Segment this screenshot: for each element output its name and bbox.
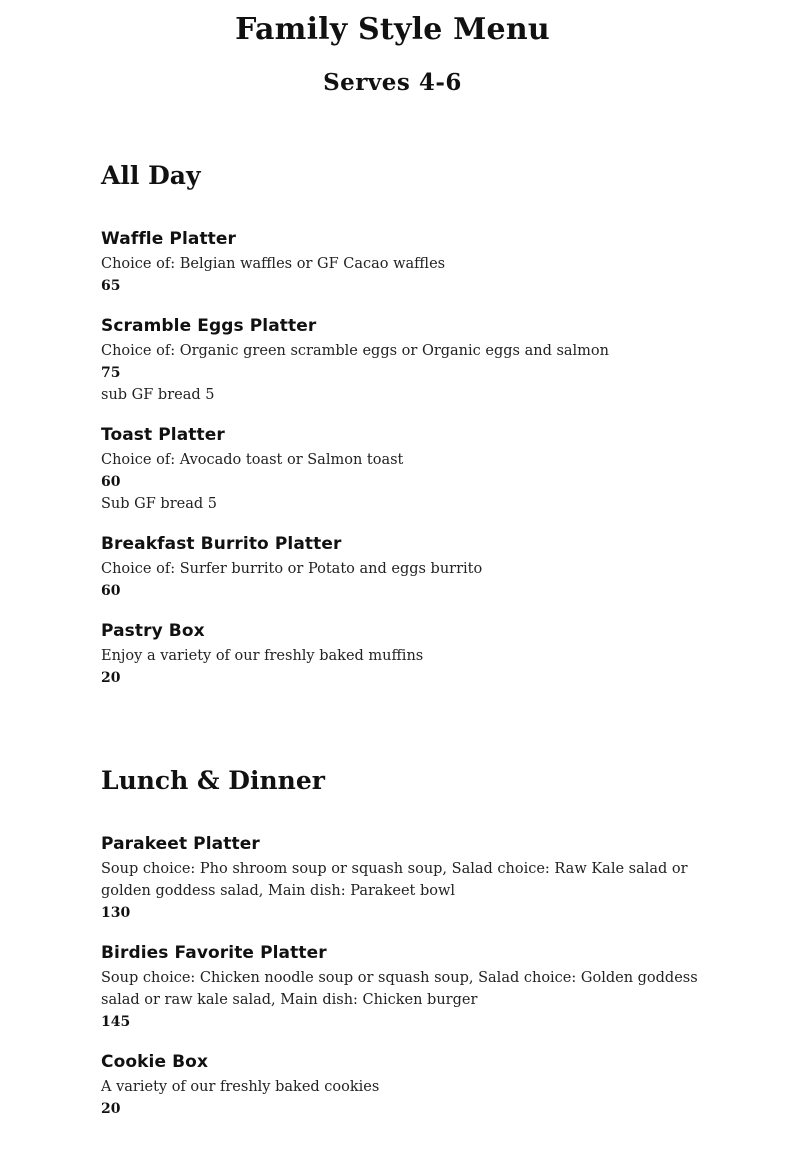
menu-subtitle: Serves 4-6 — [323, 69, 462, 96]
item-price: 130 — [101, 905, 131, 921]
item-description: Choice of: Avocado toast or Salmon toast — [101, 452, 404, 468]
item-price: 145 — [101, 1014, 131, 1030]
item-description: Choice of: Surfer burrito or Potato and eggs burrito — [101, 561, 483, 577]
item-name: Waffle Platter — [101, 229, 237, 249]
section-lunch-dinner — [101, 765, 701, 1145]
item-name: Birdies Favorite Platter — [101, 943, 327, 963]
menu-item-toast-platter — [101, 424, 701, 515]
item-name: Parakeet Platter — [101, 834, 260, 854]
item-name: Breakfast Burrito Platter — [101, 534, 342, 554]
item-description: Choice of: Belgian waffles or GF Cacao waffles — [101, 256, 446, 272]
section-heading: All Day — [101, 161, 201, 190]
menu-item-pastry-box — [101, 620, 701, 689]
item-description: Soup choice: Pho shroom soup or squash soup, Salad choice: Raw Kale salad or golden goddess salad, Main dish: Parakeet bowl — [101, 861, 688, 899]
item-note: Sub GF bread 5 — [101, 496, 217, 512]
item-price: 20 — [101, 670, 121, 686]
menu-item-scramble-eggs-platter — [101, 315, 701, 406]
item-name: Toast Platter — [101, 425, 225, 445]
item-price: 75 — [101, 365, 121, 381]
menu-item-breakfast-burrito-platter — [101, 533, 701, 602]
item-name: Pastry Box — [101, 621, 205, 641]
item-price: 20 — [101, 1101, 121, 1117]
item-note: sub GF bread 5 — [101, 387, 215, 403]
item-name: Cookie Box — [101, 1052, 209, 1072]
menu-item-cookie-box — [101, 1051, 701, 1120]
item-description: Choice of: Organic green scramble eggs or Organic eggs and salmon — [101, 343, 610, 359]
item-name: Scramble Eggs Platter — [101, 316, 317, 336]
menu-item-birdies-favorite-platter — [101, 942, 701, 1033]
item-price: 65 — [101, 278, 121, 294]
menu-item-waffle-platter — [101, 228, 701, 297]
menu-title: Family Style Menu — [235, 12, 550, 47]
menu-item-parakeet-platter — [101, 833, 701, 924]
item-price: 60 — [101, 583, 121, 599]
section-all-day — [101, 160, 701, 700]
section-heading: Lunch & Dinner — [101, 766, 325, 795]
item-price: 60 — [101, 474, 121, 490]
item-description: A variety of our freshly baked cookies — [101, 1079, 380, 1095]
item-description: Soup choice: Chicken noodle soup or squash soup, Salad choice: Golden goddess salad or raw kale salad, Main dish: Chicken burger — [101, 970, 698, 1008]
item-description: Enjoy a variety of our freshly baked muffins — [101, 648, 424, 664]
